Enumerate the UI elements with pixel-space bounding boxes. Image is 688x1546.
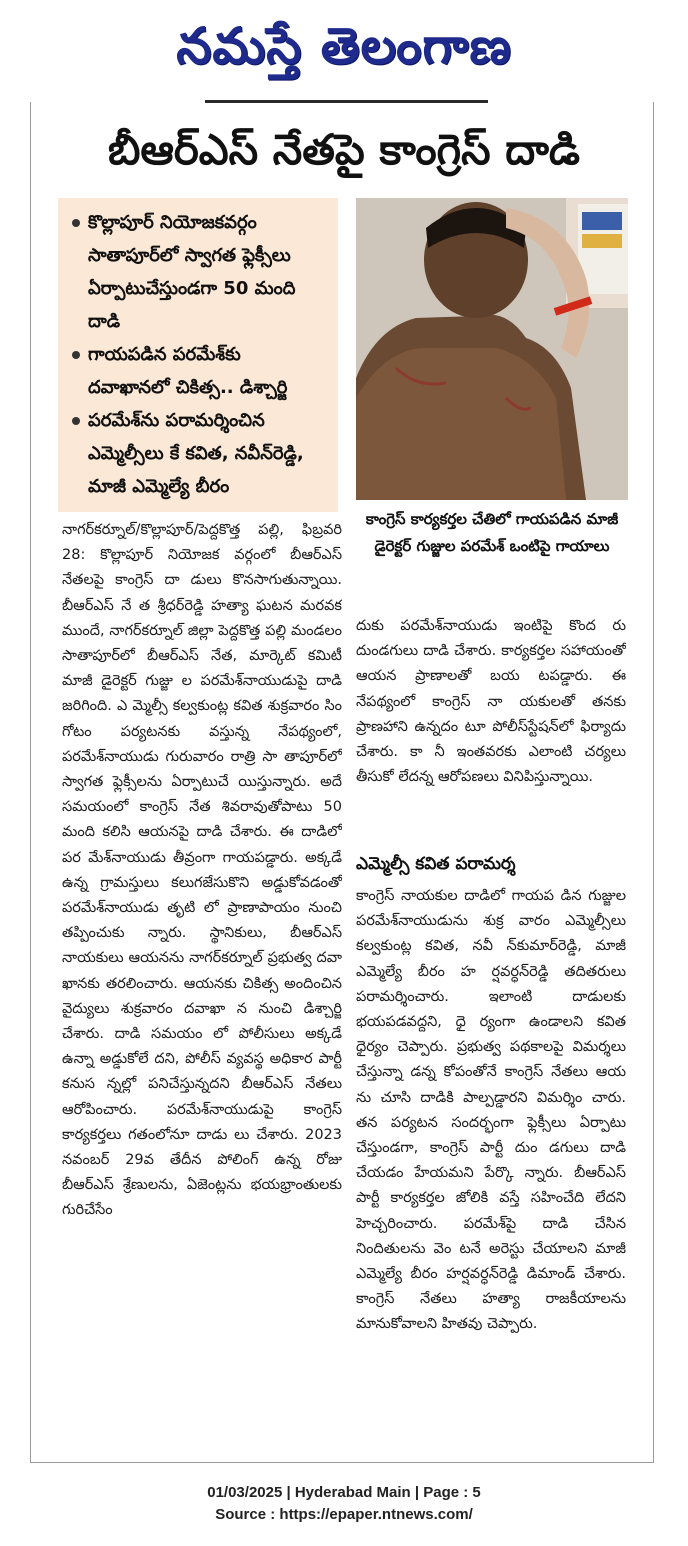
masthead-divider xyxy=(205,100,488,103)
headline: బీఆర్ఎస్ నేతపై కాంగ్రెస్ దాడి xyxy=(107,125,580,174)
highlight-item xyxy=(72,206,328,338)
highlight-text: గాయపడిన పరమేశ్‌కు దవాఖానలో చికిత్స.. డిశ్చార్జి xyxy=(88,344,288,398)
article-column-right: దుకు పరమేశ్‌నాయుడు ఇంటిపై కొంద రు దుండగులు దాడి చేశారు. కార్యకర్తల సహాయంతో ఆయన ప్రాణాలతో బయ టపడ్డారు. ఈ నేపథ్యంలో కాంగ్రెస్ నా యకులతో తనకు ప్రాణహాని ఉన్నదం టూ పోలీస్‌స్టేషన్‌లో ఫిర్యాదు చేశారు. కా నీ ఇంతవరకు ఎలాంటి చర్యలు తీసుకో లేదన్న ఆరోపణలు వినిపిస్తున్నాయి. xyxy=(356,618,626,786)
article-subheading: ఎమ్మెల్సీ కవిత పరామర్శ xyxy=(356,854,516,874)
page-footer xyxy=(0,1482,688,1526)
highlight-text: పరమేశ్‌ను పరామర్శించిన ఎమ్మెల్సీలు కే కవిత, నవీన్‌రెడ్డి, మాజీ ఎమ్మెల్యే బీరం xyxy=(88,410,304,497)
highlight-item xyxy=(72,404,328,503)
masthead-title: నమస్తే తెలంగాణ xyxy=(176,16,512,75)
footer-date-edition: 01/03/2025 | Hyderabad Main | Page : 5 xyxy=(207,1484,481,1501)
footer-source-link[interactable]: Source : https://epaper.ntnews.com/ xyxy=(215,1506,473,1523)
highlight-item xyxy=(72,338,328,404)
bullet-icon xyxy=(72,417,80,425)
bullet-icon xyxy=(72,219,80,227)
bullet-icon xyxy=(72,351,80,359)
injured-man-photo xyxy=(356,198,628,500)
news-photo xyxy=(356,198,628,500)
masthead xyxy=(0,8,688,84)
article-column-right-continued: కాంగ్రెస్ నాయకుల దాడిలో గాయప డిన గుజ్జుల పరమేశ్‌నాయుడును శుక్ర వారం ఎమ్మెల్సీలు కల్వకుంట్ల కవిత, నవీ న్‌కుమార్‌రెడ్డి, మాజీ ఎమ్మెల్యే బీరం హ ర్షవర్ధన్‌రెడ్డి తదితరులు పరామర్శించారు. ఇలాంటి దాడులకు భయపడవద్దని, ధై ర్యంగా ఉండాలని కవిత ధైర్యం చెప్పారు. ప్రభుత్వ పథకాలపై విమర్శలు చేస్తున్నా డన్న కోపంతోనే కాంగ్రెస్ నేతలు ఆయ ను చూసి దాడికి పాల్పడ్డారని విమర్శిం చారు. తన పర్యటన సందర్భంగా ఫ్లెక్సీలు ఏర్పాటు చేస్తుండగా, కాంగ్రెస్ పార్టీ దుం డగులు దాడి చేయడం హేయమని పేర్కొ న్నారు. బీఆర్ఎస్ పార్టీ కార్యకర్తల జోలికి వస్తే సహించేది లేదని హెచ్చరించారు. పరమేశ్‌పై దాడి చేసిన నిందితులను వెం టనే అరెస్టు చేయాలని మాజీ ఎమ్మెల్యే బీరం హర్షవర్ధన్‌రెడ్డి డిమాండ్ చేశారు. కాంగ్రెస్ నేతలు హత్యా రాజకీయాలను మానుకోవాలని హితవు చెప్పారు. xyxy=(356,888,626,1333)
photo-caption: కాంగ్రెస్ కార్యకర్తల చేతిలో గాయపడిన మాజీ డైరెక్టర్ గుజ్జుల పరమేశ్ ఒంటిపై గాయాలు xyxy=(365,510,619,555)
highlights-box xyxy=(58,198,338,512)
highlight-text: కొల్లాపూర్ నియోజకవర్గం సాతాపూర్‌లో స్వాగత ఫ్లెక్సీలు ఏర్పాటుచేస్తుండగా 50 మంది దాడి xyxy=(88,212,296,332)
article-column-left: నాగర్‌కర్నూల్/కొల్లాపూర్/పెద్దకొత్త పల్లి, ఫిబ్రవరి 28: కొల్లాపూర్ నియోజక వర్గంలో బీఆర్ఎస్ నేతలపై కాంగ్రెస్ దా డులు కొనసాగుతున్నాయి. బీఆర్ఎస్ నే త శ్రీధర్‌రెడ్డి హత్యా ఘటన మరవక ముందే, నాగర్‌కర్నూల్ జిల్లా పెద్దకొత్త పల్లి మండలం సాతాపూర్‌లో బీఆర్ఎస్ నేత, మార్కెట్ కమిటీ మాజీ డైరెక్టర్ గుజ్జు ల పరమేశ్‌నాయుడుపై దాడి జరిగింది. ఎ మ్మెల్సీ కల్వకుంట్ల కవిత శుక్రవారం సిం గోటం పర్యటనకు వస్తున్న నేపథ్యంలో, పరమేశ్‌నాయుడు గురువారం రాత్రి సా తాపూర్‌లో స్వాగత ఫ్లెక్సీలను ఏర్పాటుచే యిస్తున్నారు. అదే సమయంలో కాంగ్రెస్ నేత శివరావుతోపాటు 50 మంది కలిసి ఆయనపై దాడి చేశారు. ఈ దాడిలో పర మేశ్‌నాయుడు తీవ్రంగా గాయపడ్డారు. అక్కడే ఉన్న గ్రామస్తులు కలుగజేసుకొని అడ్డుకోవడంతో పరమేశ్‌నాయుడు తృటి లో ప్రాణాపాయం నుంచి తప్పించుకు న్నారు. స్థానికులు, బీఆర్ఎస్ నాయకులు ఆయనను నాగర్‌కర్నూల్ ప్రభుత్వ దవా ఖానకు తరలించారు. ఆయనకు చికిత్స అందించిన వైద్యులు శుక్రవారం దవాఖా న నుంచి డిశ్చార్జి చేశారు. దాడి సమయం లో పోలీసులు అక్కడే ఉన్నా అడ్డుకోలే దని, పోలీస్ వ్యవస్థ అధికార పార్టీ కనుస న్నల్లో పనిచేస్తున్నదని బీఆర్ఎస్ నేతలు ఆరోపించారు. పరమేశ్‌నాయుడుపై కాంగ్రెస్ కార్యకర్తలు గతంలోనూ దాడు లు చేశారు. 2023 నవంబర్ 29వ తేదీన పోలింగ్ ఉన్న రోజు బీఆర్ఎస్ శ్రేణులను, ఏజెంట్లను భయభ్రాంతులకు గురిచేసేం xyxy=(62,522,342,1219)
